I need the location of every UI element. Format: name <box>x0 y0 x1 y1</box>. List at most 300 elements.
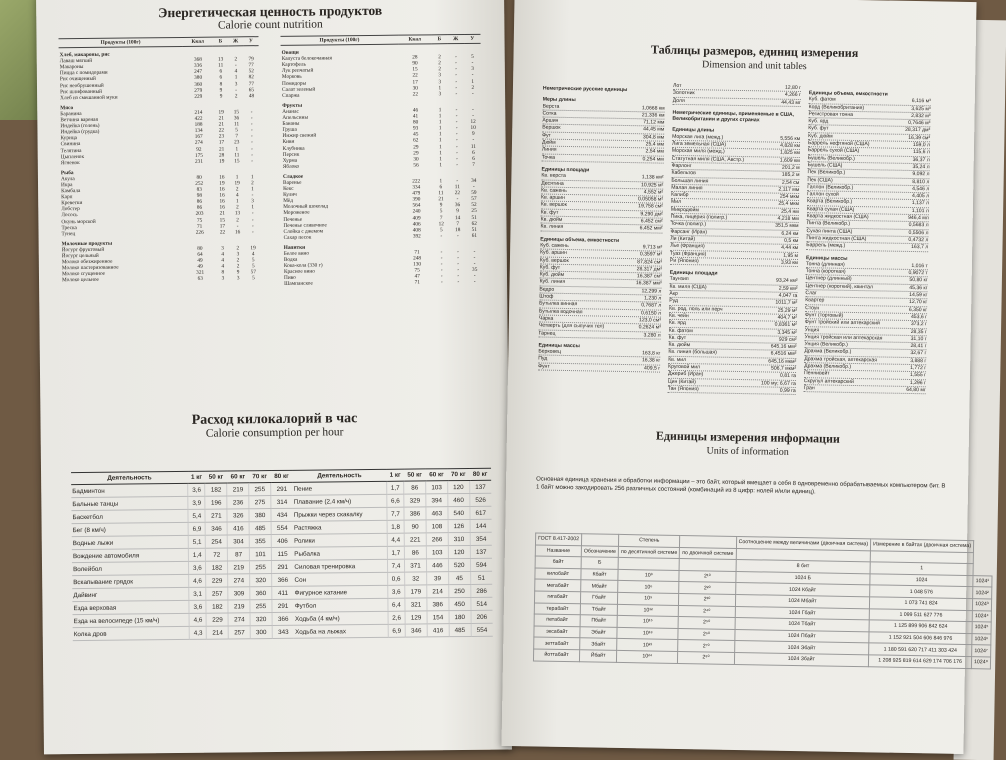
table-cell: 2 <box>471 84 475 91</box>
unit-value: 1,137 л <box>911 200 930 207</box>
table-cell: - <box>440 267 443 274</box>
table-cell: 22 <box>218 127 225 134</box>
table-cell: 3,1 <box>189 587 206 600</box>
table-cell: 3,6 <box>189 561 206 574</box>
table-cell: 82 <box>248 74 254 81</box>
table-cell: 79 <box>248 56 254 63</box>
table-cell: 21 <box>218 121 225 128</box>
table-cell: 21 <box>218 146 225 153</box>
unit-name: Кв. верста <box>541 172 566 180</box>
table-cell: 206 <box>471 610 493 623</box>
table-cell: - <box>251 151 254 158</box>
dimension-header <box>533 40 975 80</box>
table-cell: 2,6 <box>388 611 405 624</box>
unit-name: Тан (Япония) <box>667 385 699 393</box>
unit-value: 1,95 м <box>783 252 799 259</box>
table-cell: - <box>251 192 254 199</box>
table-cell: 2 <box>234 56 238 63</box>
unit-value: 404,7 м² <box>777 314 798 321</box>
table-cell: 4 <box>221 251 225 258</box>
table-cell: 144 <box>470 519 492 532</box>
table-cell: Шампанское <box>284 281 313 288</box>
table-cell: 240 <box>412 208 421 215</box>
table-cell: Ходьба (4 км/ч) <box>294 611 388 625</box>
table-cell: 22 <box>219 229 226 236</box>
unit-name: Кв. фут <box>668 334 687 341</box>
units-header-cell <box>680 535 736 548</box>
table-cell: 182 <box>206 600 228 613</box>
table-cell: - <box>250 115 253 122</box>
table-cell: 71 <box>196 223 203 230</box>
table-cell: 2⁸⁰ <box>678 651 734 664</box>
table-cell: 19 <box>234 180 240 187</box>
table-cell: 75 <box>414 267 420 274</box>
table-cell: 4,6 <box>189 574 206 587</box>
table-cell: 86 <box>404 546 426 559</box>
table-cell: 386 <box>404 507 426 520</box>
table-cell: 11 <box>454 184 460 191</box>
table-cell: 10²¹ <box>617 639 678 652</box>
table-cell: 28 <box>218 152 225 159</box>
table-cell: 10¹⁵ <box>617 616 678 629</box>
table-cell: 9 <box>236 269 240 276</box>
table-cell <box>679 559 735 572</box>
table-cell: 485 <box>449 623 471 636</box>
table-cell: 6 <box>219 68 223 75</box>
table-cell: 408 <box>412 227 421 234</box>
unit-value: 373,2 г <box>910 321 927 328</box>
table-cell: 8 <box>221 269 225 276</box>
table-cell: 360 <box>194 81 203 88</box>
table-cell: Помидоры <box>281 80 307 87</box>
unit-value: 3,280 л <box>643 331 661 339</box>
table-cell: 226 <box>195 229 204 236</box>
table-cell: 248 <box>413 255 422 262</box>
unit-value: 4,047 га <box>778 292 798 300</box>
table-cell: 4,4 <box>387 533 404 546</box>
table-cell: 1 <box>438 119 442 126</box>
calories-header-cell: 50 кг <box>404 469 426 481</box>
unit-value: 0,5 км <box>784 237 799 244</box>
table-cell: 3 <box>471 66 474 73</box>
table-cell: 1024⁸ <box>971 657 990 669</box>
unit-value: 4,828 км <box>780 142 801 150</box>
table-cell: 450 <box>449 597 471 610</box>
table-cell: - <box>455 119 458 126</box>
table-cell: 30 <box>412 85 418 92</box>
units-header-cell: Степень <box>619 534 680 547</box>
table-cell: 51 <box>470 571 492 584</box>
table-cell: 4 <box>221 263 225 270</box>
table-cell: 49 <box>197 257 203 264</box>
table-cell: - <box>457 249 459 256</box>
unit-value: 25,29 м² <box>777 307 798 314</box>
table-cell: 8 <box>219 81 223 88</box>
unit-name: Куб. вершок <box>539 257 569 264</box>
table-cell: 12 <box>470 118 476 126</box>
table-cell: - <box>455 60 457 67</box>
table-cell: 6,6 <box>387 494 404 507</box>
table-cell: - <box>235 62 237 69</box>
table-cell: 6 <box>472 149 475 156</box>
table-cell: Езда верховая <box>72 600 189 614</box>
table-cell: 1,7 <box>387 546 404 559</box>
unit-value: 10,925 м² <box>641 181 664 189</box>
table-cell: 1024² <box>973 587 992 599</box>
table-cell: 10¹⁸ <box>617 627 678 640</box>
dimension-row <box>670 258 798 268</box>
unit-value: 50,80 кг <box>909 277 928 284</box>
table-cell: Рис необрушенный <box>59 82 104 89</box>
unit-name: Десятина <box>541 180 564 187</box>
unit-name: Микродюйм <box>670 206 699 214</box>
unit-name: Тонна (длинная) <box>805 260 845 268</box>
table-cell: мегабайт <box>535 579 581 591</box>
table-cell: - <box>455 137 458 144</box>
table-cell: 291 <box>271 482 293 495</box>
unit-name: Куб. фатом <box>808 96 836 103</box>
table-cell: Езда на велосипеде (15 км/ч) <box>73 613 190 627</box>
unit-name: Фут <box>542 132 551 139</box>
unit-name: Штоф <box>539 293 554 300</box>
dimension-row <box>806 242 928 251</box>
table-cell: 4,6 <box>189 613 206 626</box>
table-cell: 2⁴⁰ <box>679 605 735 618</box>
unit-value: 0,99 га <box>779 387 796 394</box>
table-cell: 15 <box>219 217 225 224</box>
table-cell: Збайт <box>580 638 617 650</box>
table-cell: 321 <box>196 270 205 277</box>
table-cell: 1024³ <box>972 599 991 611</box>
table-cell: 87 <box>228 548 250 561</box>
unit-name: Унция тройская или аптекарская <box>804 333 883 342</box>
table-cell: 47 <box>414 273 420 280</box>
unit-name: Бушель (США) <box>807 162 843 169</box>
unit-name: Кв. дюйм <box>668 341 691 349</box>
table-cell: 2¹⁰ <box>679 570 735 583</box>
unit-value: 123,0 см³ <box>638 317 661 324</box>
table-cell: Йбайт <box>579 650 616 662</box>
unit-value: 163,7 л <box>911 244 929 251</box>
unit-value: 4,552 м² <box>643 189 664 196</box>
unit-value: 100 му; 6,67 га <box>761 379 796 387</box>
unit-value: 12,70 кг <box>908 299 928 306</box>
table-cell: 1024 Тбайт <box>735 618 870 632</box>
unit-value: 25,4 мкм <box>778 201 800 208</box>
unit-name: Кв. род, поль или перч <box>669 305 723 313</box>
table-cell: - <box>440 261 443 268</box>
unit-name: Малая линия <box>671 184 703 192</box>
unit-name: Калибр <box>671 191 689 199</box>
dimension-group-label: Единицы массы <box>538 342 580 350</box>
table-cell: 57 <box>471 196 477 203</box>
dimension-column-2 <box>668 83 801 395</box>
table-cell: йоттабайт <box>533 649 579 661</box>
unit-name: Доля <box>672 97 685 104</box>
table-cell: - <box>473 279 476 286</box>
units-header-cell <box>581 534 618 546</box>
units-title: Единицы измерения информации <box>655 428 840 446</box>
table-cell: 1024 Гбайт <box>735 606 870 620</box>
table-cell: 3 <box>221 275 225 282</box>
unit-name: Чарка <box>538 315 554 322</box>
table-cell: 255 <box>250 561 272 574</box>
table-cell: 75 <box>196 217 203 224</box>
unit-value: 1,138 км² <box>641 174 664 181</box>
table-cell: 300 <box>250 626 272 639</box>
table-cell: - <box>455 54 457 61</box>
table-cell: 1 <box>870 562 973 575</box>
unit-name: Кв. чейн <box>668 312 689 320</box>
unit-value: 0,7646 м³ <box>908 120 931 127</box>
dimension-row <box>538 363 660 372</box>
table-cell: 17 <box>412 79 418 86</box>
table-cell: 7 <box>472 161 475 168</box>
nutrition-header-cell: Ккал <box>398 35 431 44</box>
table-cell: зеттабайт <box>534 637 580 649</box>
unit-name: Ли (Китай) <box>670 235 696 243</box>
nutrition-header-cell: Ж <box>448 34 465 43</box>
table-cell: 29 <box>413 143 419 151</box>
table-cell: 17 <box>219 223 226 230</box>
table-cell: 92 <box>196 146 202 153</box>
table-cell: 115 <box>271 547 293 560</box>
calories-header-cell: 70 кг <box>447 468 469 480</box>
table-cell: Молоко обезжиренное <box>61 258 113 266</box>
table-cell: 13 <box>217 56 224 63</box>
table-cell: 594 <box>470 558 492 571</box>
unit-name: Аршин <box>542 117 559 124</box>
table-cell: - <box>250 109 253 116</box>
table-cell: Бег (8 км/ч) <box>72 522 189 536</box>
table-cell: Курица <box>60 135 78 142</box>
table-cell: эксабайт <box>534 626 580 638</box>
table-cell: 167 <box>194 134 203 141</box>
dimension-group-label: Единицы массы <box>805 254 848 262</box>
table-cell: 14 <box>454 214 461 221</box>
table-cell: Кекс <box>283 185 294 192</box>
unit-value: 4,266 г <box>784 92 801 99</box>
table-cell: Пицца с помидорами <box>59 70 108 77</box>
table-cell: 354 <box>470 532 492 545</box>
table-cell: 257 <box>228 626 250 639</box>
table-cell: Ролики <box>293 533 387 547</box>
table-cell: - <box>456 155 458 162</box>
unit-value: 44,45 мм <box>643 126 665 134</box>
table-cell: 1 073 741 824 <box>870 597 973 610</box>
unit-name: Гарнец <box>538 329 556 337</box>
dimension-row <box>673 97 801 107</box>
table-cell: 3,6 <box>189 600 206 613</box>
table-cell: 93 <box>412 125 419 132</box>
unit-name: Кварта жидкостная (США) <box>806 213 869 221</box>
table-cell: 320 <box>250 574 272 587</box>
unit-value: 409,5 г <box>644 365 661 372</box>
table-cell: 255 <box>249 483 271 496</box>
nutrition-header-cell: Б <box>431 35 448 44</box>
table-cell: 182 <box>205 483 227 496</box>
table-cell: 62 <box>471 220 477 227</box>
unit-name: Драхма (Великобр.) <box>804 348 852 356</box>
table-cell: 257 <box>206 587 228 600</box>
unit-value: 2,117 мм <box>778 186 800 193</box>
nutrition-header <box>36 2 504 39</box>
unit-value: 28,35 г <box>910 328 927 335</box>
table-cell: 62 <box>413 137 419 144</box>
table-cell: 137 <box>469 480 491 493</box>
calories-header-cell: 60 кг <box>425 469 447 481</box>
unit-value: 16,387 см³ <box>636 273 662 280</box>
calories-header-cell: 80 кг <box>271 470 293 482</box>
table-cell: 2²⁰ <box>679 582 735 595</box>
table-cell: 1 <box>439 162 442 169</box>
table-cell: 5 <box>251 257 255 264</box>
table-cell: 11 <box>438 190 444 197</box>
unit-value: 19,758 см² <box>638 203 663 211</box>
table-cell: 1024 <box>870 574 973 587</box>
table-cell: Спаржа <box>282 92 300 99</box>
table-cell: 380 <box>249 509 271 522</box>
unit-name: Цин (Китай) <box>667 378 696 385</box>
unit-name: Кв. фут <box>540 209 559 216</box>
table-cell: 3,9 <box>188 496 205 509</box>
unit-name: Квартер <box>805 297 825 304</box>
unit-name: Лига земельная (США) <box>671 140 727 148</box>
table-cell: - <box>455 143 458 150</box>
calories-header-cell: 70 кг <box>249 471 271 483</box>
nutrition-header-cell: У <box>243 37 258 46</box>
right-page <box>501 0 990 754</box>
table-cell: 120 <box>448 545 470 558</box>
table-cell: 10²⁴ <box>617 650 678 663</box>
unit-name: Кв. сажень <box>541 187 567 194</box>
unit-value: 0,2624 м³ <box>638 324 661 331</box>
table-cell: 23 <box>234 139 240 146</box>
table-cell: 409 <box>412 214 421 222</box>
unit-name: Регистровая тонна <box>808 111 854 118</box>
unit-value: 25,4 мм <box>645 141 665 148</box>
table-cell: 21 <box>218 115 224 122</box>
table-cell: - <box>250 121 253 128</box>
unit-name: Круговой мил <box>668 363 701 371</box>
table-cell: 72 <box>206 548 228 561</box>
calories-header-cell: 80 кг <box>469 468 491 480</box>
table-cell: 355 <box>249 535 271 548</box>
table-cell: 4 <box>221 257 225 264</box>
unit-name: Баррель сухой (США) <box>807 147 860 155</box>
unit-name: Джериб (Иран) <box>667 371 704 378</box>
table-cell: - <box>472 137 475 144</box>
table-cell: 479 <box>412 190 421 197</box>
table-cell: 321 <box>405 598 427 611</box>
unit-name: Фарсанг (Иран) <box>670 228 708 236</box>
unit-name: Куб. дюйм <box>539 271 565 279</box>
unit-value: 28,41 г <box>910 343 927 350</box>
table-cell: Бадминтон <box>71 483 188 497</box>
calories-header-cell: 60 кг <box>227 471 249 483</box>
table-cell: 48 <box>248 92 255 99</box>
table-cell: 120 <box>447 480 469 493</box>
table-cell: 411 <box>272 586 294 599</box>
unit-name: Кварта сухая (США) <box>806 205 855 213</box>
calories-subtitle: Calorie consumption per hour <box>205 426 344 440</box>
table-cell: 320 <box>250 613 272 626</box>
unit-name: Золотник <box>672 90 695 97</box>
unit-name: Морская миля (межд.) <box>671 148 725 156</box>
unit-name: Кв. фатом <box>668 327 693 334</box>
table-cell: - <box>251 222 254 229</box>
unit-name: Кв. ярд <box>668 319 686 327</box>
table-cell: 326 <box>227 509 249 522</box>
unit-value: 3,345 м² <box>777 329 797 336</box>
table-cell: - <box>473 248 476 255</box>
table-cell: 274 <box>228 574 250 587</box>
table-cell: - <box>455 72 458 79</box>
table-cell: 2 <box>234 93 238 100</box>
table-cell: Мёд <box>283 198 294 205</box>
table-cell: Салат зеленый <box>282 86 316 93</box>
table-cell: - <box>455 78 458 85</box>
unit-name: Центнер (короткий), квинтал <box>805 282 874 291</box>
table-cell: 16 <box>219 198 225 205</box>
table-cell: 130 <box>413 261 422 268</box>
table-cell: 271 <box>205 509 227 522</box>
table-cell: 49 <box>197 263 203 270</box>
unit-name: Пинта (Великобр.) <box>806 220 851 228</box>
unit-value: 1,825 км <box>779 150 800 157</box>
table-cell: 10³ <box>618 569 679 582</box>
table-cell: 1 <box>439 137 442 144</box>
table-cell: Лаваш мягкий <box>59 58 93 65</box>
table-cell: 15 <box>412 66 418 73</box>
table-cell: Йогурт фруктовый <box>61 246 105 254</box>
nutrition-header-cell: У <box>464 34 481 43</box>
table-cell: 406 <box>412 221 421 228</box>
table-cell: терабайт <box>534 603 580 615</box>
dimension-column-3 <box>804 85 931 394</box>
table-cell: 2 <box>251 180 254 187</box>
table-cell: Футбол <box>294 598 388 612</box>
table-cell: 1024 Збайт <box>734 652 869 666</box>
table-cell: 57 <box>250 269 257 276</box>
left-page <box>36 0 512 754</box>
table-cell: - <box>440 255 443 262</box>
table-cell: 98 <box>196 192 203 199</box>
table-cell: Варенье <box>282 179 302 186</box>
table-cell: 434 <box>271 508 293 521</box>
table-cell: 9 <box>456 208 459 215</box>
table-cell: 336 <box>193 63 202 70</box>
nutrition-header-cell: Продукты (100г) <box>58 37 182 47</box>
table-cell: 11 <box>234 151 240 158</box>
table-cell: - <box>472 183 475 190</box>
table-cell: 9 <box>471 131 475 138</box>
table-cell: - <box>440 233 443 240</box>
table-cell: 1 <box>234 74 238 81</box>
unit-name: Куб. ярд <box>808 118 829 125</box>
dimension-column-1 <box>538 81 665 373</box>
dimension-row <box>540 224 662 233</box>
table-cell: 520 <box>448 558 470 571</box>
unit-value: 1,0668 км <box>641 104 665 112</box>
table-cell: 617 <box>470 506 492 519</box>
unit-value: 0,5683 л <box>908 222 929 229</box>
unit-value: 16,387 мм³ <box>635 280 662 288</box>
unit-value: 0,81 га <box>779 372 797 380</box>
table-cell: 29 <box>413 150 419 157</box>
table-cell: 19 <box>219 180 225 187</box>
table-cell: Индейка (грудка) <box>60 129 100 136</box>
